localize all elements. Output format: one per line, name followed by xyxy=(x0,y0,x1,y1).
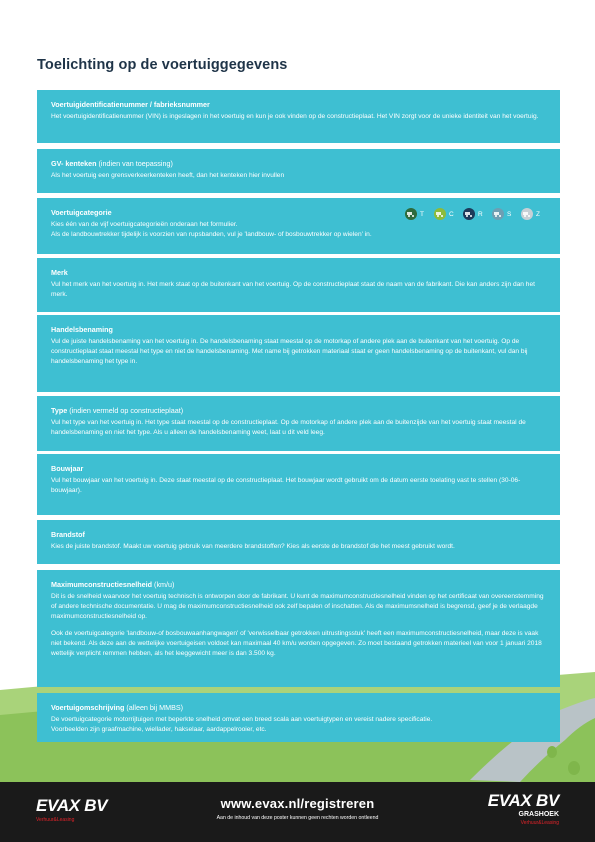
category-item xyxy=(492,208,515,220)
section-title-main: Handelsbenaming xyxy=(51,325,113,334)
section-title xyxy=(51,464,548,474)
section-title-main: Bouwjaar xyxy=(51,464,84,473)
section-title xyxy=(51,268,548,278)
section-body xyxy=(51,280,548,300)
section-card xyxy=(37,198,560,254)
section-paragraph: Vul de juiste handelsbenaming van het voertuig in. De handelsbenaming staat meestal op de motorkap of andere plek aan de buitenkant van het voertuig. Op de constructieplaat staat meestal het type en niet de handelsbenaming. Met name bij getrokken materiaal staat er geen handelsbenaming op de buitenkant, vul dan bij handelsbenaming het type in. xyxy=(51,338,528,365)
section-card xyxy=(37,149,560,193)
section-body xyxy=(51,542,548,552)
logo-left-word: EVAX BV xyxy=(36,796,108,815)
section-body xyxy=(51,592,548,659)
section-paragraph: Als het voertuig een grensverkeerkenteken heeft, dan het kenteken hier invullen xyxy=(51,172,285,179)
crawler-icon xyxy=(434,208,446,220)
section-title xyxy=(51,100,548,110)
footer-url[interactable]: www.evax.nl/registreren xyxy=(220,796,375,811)
section-title xyxy=(51,159,548,169)
footer xyxy=(0,782,595,842)
section-card xyxy=(37,520,560,564)
section-title-note: (km/u) xyxy=(152,580,175,589)
section-body xyxy=(51,476,548,496)
page-title: Toelichting op de voertuiggegevens xyxy=(37,57,288,73)
section-title-main: Brandstof xyxy=(51,530,85,539)
category-item xyxy=(434,208,457,220)
section-card xyxy=(37,454,560,515)
footer-disclaimer: Aan de inhoud van deze poster kunnen geen rechten worden ontleend xyxy=(216,815,379,821)
section-title-note: (indien van toepassing) xyxy=(96,159,173,168)
tractor-icon xyxy=(405,208,417,220)
section-paragraph: Vul het merk van het voertuig in. Het merk staat op de buitenkant van het voertuig. Op de constructieplaat staat de naam van de fabrikant. Die kan anders zijn dan het merk. xyxy=(51,281,535,298)
category-letter: R xyxy=(478,210,483,218)
section-title xyxy=(51,703,548,713)
section-paragraph: Dit is de snelheid waarvoor het voertuig technisch is ontworpen door de fabrikant. U kunt de maximumconstructiesnelheid vinden op het certificaat van overeenstemming of andere technische documentatie. U mag de maximumconstructiesnelheid ook zelf bepalen of inschatten. Als de maximumsnelheid is begrensd, geef je de verlaagde maximumconstructiesnelheid op. xyxy=(51,593,544,620)
section-card xyxy=(37,315,560,392)
logo-right-sub: Verhuur&Leasing xyxy=(520,820,559,826)
category-item xyxy=(463,208,486,220)
category-letter: Z xyxy=(536,210,540,218)
category-legend xyxy=(405,208,544,220)
section-title xyxy=(51,530,548,540)
section-title-note: (alleen bij MMBS) xyxy=(124,703,184,712)
section-card xyxy=(37,693,560,742)
section-card xyxy=(37,90,560,143)
section-title-main: Voertuigidentificatienummer / fabrieksnummer xyxy=(51,100,210,109)
section-title xyxy=(51,580,548,590)
category-letter: C xyxy=(449,210,454,218)
section-title-main: Type xyxy=(51,406,68,415)
section-title-main: Voertuigomschrijving xyxy=(51,703,125,712)
section-paragraph: De voertuigcategorie motorrijtuigen met beperkte snelheid omvat een breed scala aan voertuigtypen en vereist nadere specificatie. Voorbeelden zijn graafmachine, wiellader, hakselaar, aardappelrooier, etc. xyxy=(51,716,433,733)
section-paragraph: Kies één van de vijf voertuigcategorieën onderaan het formulier. Als de landbouwtrekker tijdelijk is voorzien van rupsbanden, vul je 'landbouw- of bosbouwtrekker op wielen' in. xyxy=(51,221,372,238)
section-title xyxy=(51,325,548,335)
category-item xyxy=(405,208,428,220)
section-card xyxy=(37,570,560,687)
implement-icon xyxy=(492,208,504,220)
evax-logo-right xyxy=(488,791,559,826)
section-card xyxy=(37,258,560,312)
section-body xyxy=(51,112,548,122)
section-body xyxy=(51,171,548,181)
category-item xyxy=(521,208,544,220)
section-title-main: Merk xyxy=(51,268,68,277)
category-letter: T xyxy=(420,210,424,218)
logo-right-location: GRASHOEK xyxy=(518,811,559,818)
section-paragraph: Ook de voertuigcategorie 'landbouw-of bosbouwaanhangwagen' of 'verwisselbaar getrokken uitrustingsstuk' heeft een maximumconstructiesnelheid, maar deze is vaak niet bekend. Als deze aan de wettelijke voertuigeisen voldoet kan maximaal 40 km/u worden opgegeven. Zo moet bestaand getrokken materieel van voor 1 januari 2018 wettelijk verplicht remmen hebben, als het leeggewicht meer is dan 3.500 kg. xyxy=(51,630,542,657)
section-title-main: GV- kenteken xyxy=(51,159,97,168)
section-body xyxy=(51,418,548,438)
section-paragraph: Vul het bouwjaar van het voertuig in. Deze staat meestal op de constructieplaat. Het bouwjaar wordt gebruikt om de datum eerste toelating vast te stellen (30-06-bouwjaar). xyxy=(51,477,521,494)
section-title xyxy=(51,406,548,416)
section-body xyxy=(51,715,548,735)
category-letter: S xyxy=(507,210,512,218)
logo-right-word: EVAX BV xyxy=(487,791,559,810)
section-title-main: Maximumconstructiesnelheid xyxy=(51,580,153,589)
logo-left-sub: Verhuur&Leasing xyxy=(36,817,75,823)
section-card xyxy=(37,396,560,451)
mobile-machine-icon xyxy=(521,208,533,220)
section-title-note: (indien vermeld op constructieplaat) xyxy=(67,406,184,415)
trailer-icon xyxy=(463,208,475,220)
section-paragraph: Het voertuigidentificatienummer (VIN) is ingeslagen in het voertuig en kun je ook vinden op de constructieplaat. Het VIN zorgt voor de unieke identiteit van het voertuig. xyxy=(51,113,539,120)
section-paragraph: Kies de juiste brandstof. Maakt uw voertuig gebruik van meerdere brandstoffen? Kies als eerste de brandstof die het meest gebruikt wordt. xyxy=(51,543,455,550)
section-body xyxy=(51,220,548,240)
section-paragraph: Vul het type van het voertuig in. Het type staat meestal op de constructieplaat. Op de motorkap of andere plek aan de buitenzijde van het voertuig staat meestal de handelsbenaming en niet het type. Als u alleen de handelsbenaming weet, laat u dit veld leeg. xyxy=(51,419,526,436)
section-body xyxy=(51,337,548,367)
section-title-main: Voertuigcategorie xyxy=(51,208,112,217)
